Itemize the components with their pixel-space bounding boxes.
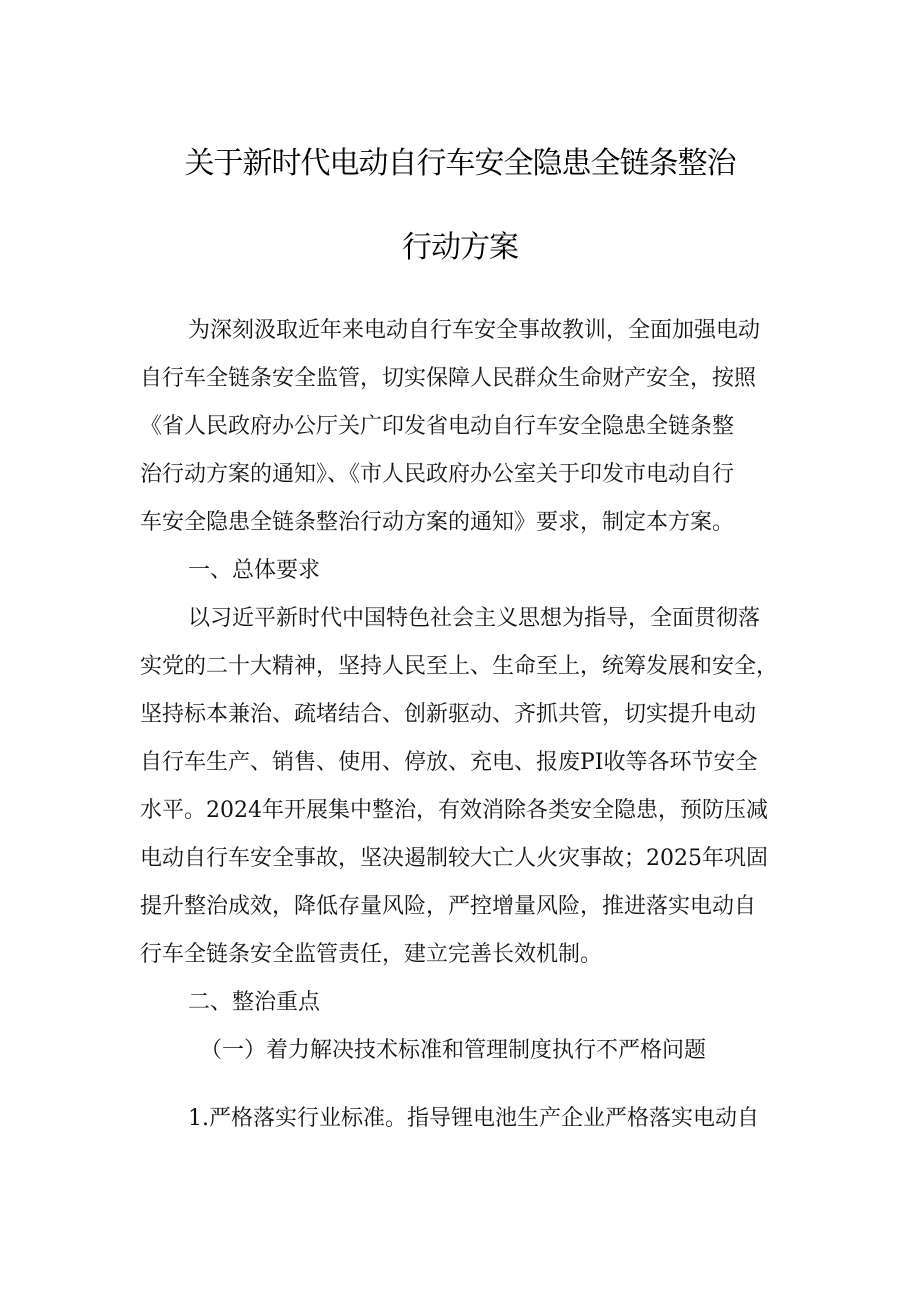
paragraph-requirements-line-5: 水平。2024年开展集中整治，有效消除各类安全隐患，预防压减 [140, 798, 768, 823]
paragraph-requirements-line-8: 行车全链条安全监管责任，建立完善长效机制。 [140, 942, 603, 967]
paragraph-requirements-line-3: 坚持标本兼治、疏堵结合、创新驱动、齐抓共管，切实提升电动 [140, 702, 757, 727]
section-heading-1: 一、总体要求 [188, 558, 321, 583]
paragraph-requirements-line-7: 提升整治成效，降低存量风险，严控增量风险，推进落实电动自 [140, 894, 757, 919]
paragraph-requirements-line-1: 以习近平新时代中国特色社会主义思想为指导，全面贯彻落 [188, 606, 761, 631]
paragraph-requirements-line-4: 自行车生产、销售、使用、停放、充电、报废PI收等各环节安全 [140, 750, 758, 775]
paragraph-requirements-line-2: 实党的二十大精神，坚持人民至上、生命至上，统筹发展和安全， [140, 654, 779, 679]
paragraph-requirements-line-6: 电动自行车安全事故，坚决遏制较大亡人火灾事故；2025年巩固 [140, 846, 768, 871]
paragraph-intro-line-2: 自行车全链条安全监管，切实保障人民群众生命财产安全，按照 [140, 366, 757, 391]
section-heading-2: 二、整治重点 [188, 990, 321, 1015]
item-1-line-1: 1.严格落实行业标准。指导锂电池生产企业严格落实电动自 [188, 1106, 759, 1131]
paragraph-intro-line-1: 为深刻汲取近年来电动自行车安全事故教训，全面加强电动 [188, 318, 761, 343]
paragraph-intro-line-5: 车安全隐患全链条整治行动方案的通知》要求，制定本方案。 [140, 510, 735, 535]
subsection-heading-1: （一）着力解决技术标准和管理制度执行不严格问题 [200, 1038, 707, 1063]
paragraph-intro-line-3: 《省人民政府办公厅关广印发省电动自行车安全隐患全链条整 [140, 414, 735, 439]
paragraph-intro-line-4: 治行动方案的通知》、《市人民政府办公室关于印发市电动自行 [140, 462, 735, 487]
document-title-line-2: 行动方案 [402, 230, 518, 265]
document-title-line-1: 关于新时代电动自行车安全隐患全链条整治 [184, 146, 736, 181]
